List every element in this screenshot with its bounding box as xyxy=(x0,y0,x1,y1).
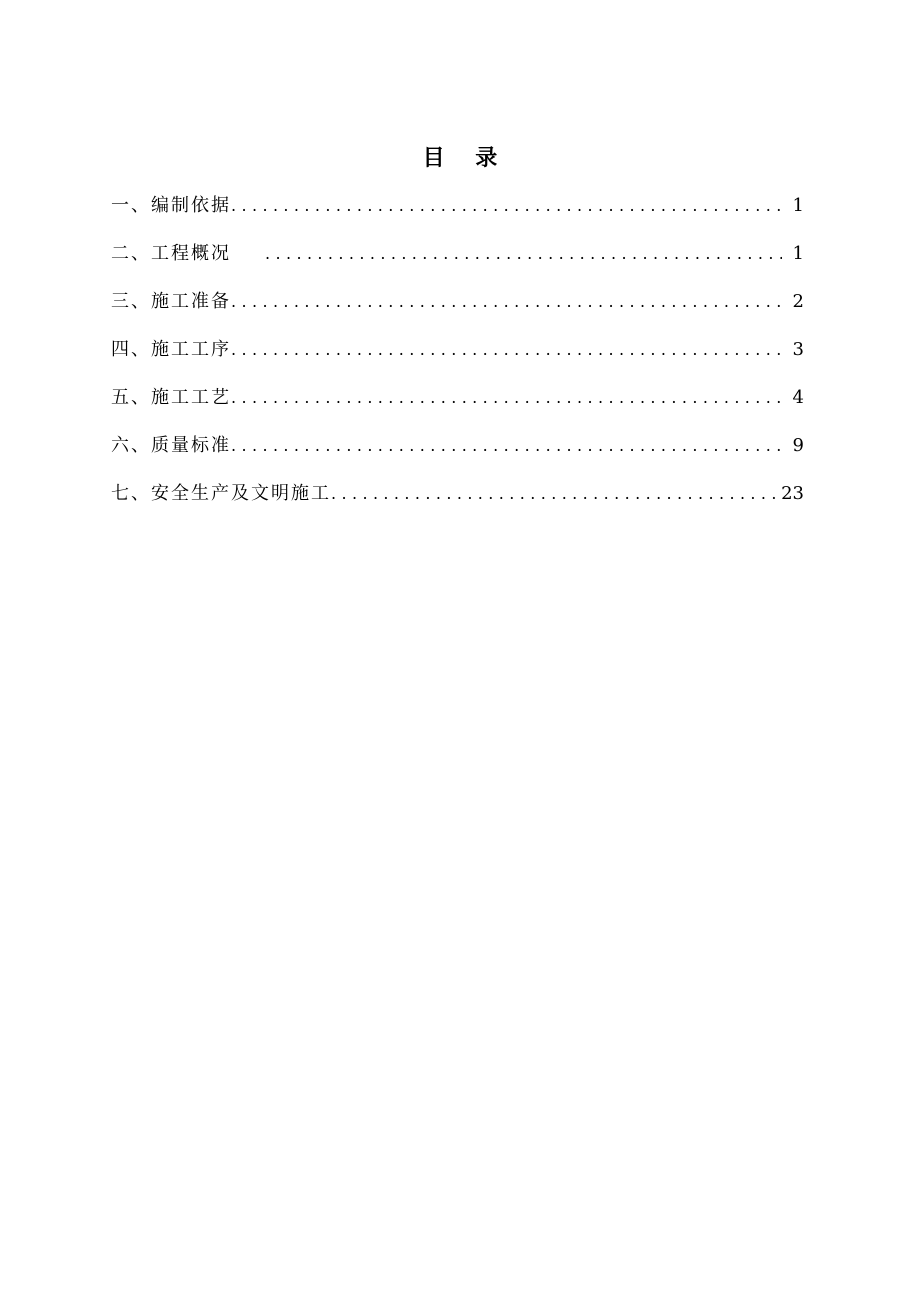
toc-entry-5[interactable] xyxy=(111,382,804,430)
toc-entry-label: 一、编制依据 xyxy=(111,195,231,216)
toc-entry-6[interactable] xyxy=(111,430,804,478)
toc-page-number: 2 xyxy=(792,291,804,312)
toc-page-number: 1 xyxy=(792,195,804,216)
toc-page-number: 9 xyxy=(792,435,804,456)
toc-dot-leader xyxy=(231,382,782,414)
toc-dot-leader xyxy=(231,286,782,318)
toc-entry-label: 二、工程概况 xyxy=(111,243,231,264)
toc-page-number: 3 xyxy=(792,339,804,360)
toc-entry-label: 三、施工准备 xyxy=(111,291,231,312)
toc-entry-label: 五、施工工艺 xyxy=(111,387,231,408)
toc-entry-label: 四、施工工序 xyxy=(111,339,231,360)
toc-title: 目 录 xyxy=(422,145,498,171)
toc-entry-1[interactable] xyxy=(111,190,804,238)
toc-page-number: 1 xyxy=(792,243,804,264)
toc-dot-leader xyxy=(231,430,782,462)
toc-entry-label: 六、质量标准 xyxy=(111,435,231,456)
toc-entry-2[interactable] xyxy=(111,238,804,286)
toc-page-number: 23 xyxy=(781,483,804,504)
toc-dot-leader xyxy=(265,238,782,270)
toc-entry-7[interactable] xyxy=(111,478,804,526)
table-of-contents xyxy=(111,190,804,526)
toc-dot-leader xyxy=(331,478,777,510)
toc-entry-label: 七、安全生产及文明施工 xyxy=(111,483,331,504)
toc-dot-leader xyxy=(231,190,782,222)
toc-entry-3[interactable] xyxy=(111,286,804,334)
toc-dot-leader xyxy=(231,334,782,366)
toc-entry-4[interactable] xyxy=(111,334,804,382)
toc-page-number: 4 xyxy=(792,387,804,408)
